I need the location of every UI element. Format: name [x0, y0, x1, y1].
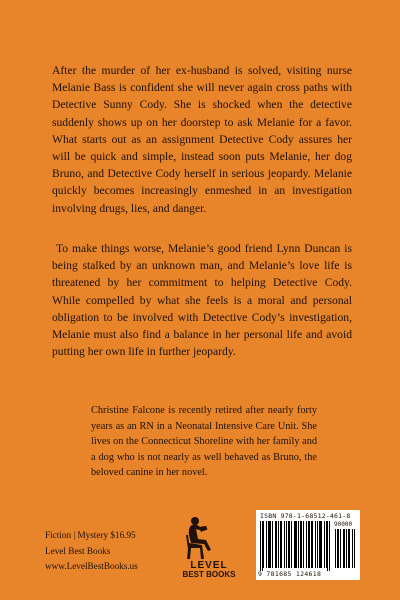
barcode-bar	[272, 521, 273, 568]
barcode-bar	[303, 521, 304, 568]
barcode-bar	[269, 521, 270, 568]
barcode-bar	[266, 521, 267, 568]
barcode-bar	[291, 521, 292, 568]
barcode-bar	[263, 521, 264, 568]
barcode-bar	[321, 521, 322, 568]
addon-bar	[338, 529, 339, 568]
addon-bar	[352, 529, 353, 568]
barcode-bar	[324, 521, 325, 568]
publisher-website[interactable]: www.LevelBestBooks.us	[45, 561, 138, 571]
barcode-bar	[294, 521, 295, 568]
publisher-name: Level Best Books	[45, 545, 111, 556]
category-price: Fiction | Mystery $16.95	[45, 530, 136, 540]
barcode-bar	[270, 521, 271, 568]
barcode-digits: 9 781685 124618	[258, 570, 322, 578]
barcode-bar	[311, 521, 312, 568]
barcode-bar	[319, 521, 320, 568]
barcode-bar	[275, 521, 276, 568]
barcode-bar	[298, 521, 299, 568]
barcode-bar	[260, 521, 261, 571]
addon-bar	[348, 529, 349, 568]
reading-woman-icon	[186, 517, 211, 559]
author-bio: Christine Falcone is recently retired after nearly forty years as an RN in a Neonatal Intensive Care Unit. She lives on the Connecticut Shoreline with her family and a dog who is not nearly as well behaved as Bruno, the beloved canine in her novel.	[91, 405, 317, 479]
barcode-bar	[309, 521, 310, 568]
barcode-bar	[268, 521, 269, 568]
barcode-bar	[301, 521, 302, 568]
barcode-bar	[280, 521, 281, 568]
barcode-bar	[312, 521, 313, 568]
addon-bar	[335, 529, 336, 568]
barcode-bar	[278, 521, 279, 568]
barcode-bar	[326, 521, 327, 568]
barcode-bar	[300, 521, 301, 568]
addon-bar	[349, 529, 350, 568]
barcode-bar	[308, 521, 309, 568]
addon-bar	[340, 529, 341, 568]
barcode-bar	[286, 521, 287, 568]
barcode-bar	[296, 521, 297, 568]
publisher-info	[45, 528, 138, 575]
addon-bar	[354, 529, 355, 568]
logo-text-best-books: BEST BOOKS	[182, 570, 236, 579]
publisher-logo	[178, 515, 240, 579]
barcode-bar	[284, 521, 285, 568]
isbn-barcode	[256, 510, 360, 580]
barcode-bar	[289, 521, 290, 568]
logo-text-level: LEVEL	[190, 560, 228, 571]
barcode-bar	[317, 521, 318, 568]
barcode-bar	[327, 521, 328, 571]
barcode-bar	[262, 521, 263, 571]
blurb-paragraph-2: To make things worse, Melanie’s good friend Lynn Duncan is being stalked by an unknown man, and Melanie’s love life is threatened by her commitment to helping Detective Cody. While compelled by what she feels is a moral and personal obligation to be involved with Detective Cody’s investigation, Melanie must also find a balance in her personal life and avoid putting her own life in further jeopardy.	[52, 242, 352, 359]
isbn-label: ISBN 978-1-68512-461-8	[260, 512, 351, 520]
barcode-bar	[306, 521, 307, 568]
addon-bar	[337, 529, 338, 568]
barcode-bar	[315, 521, 316, 568]
blurb-paragraph-1: After the murder of her ex-husband is solved, visiting nurse Melanie Bass is confident she will never again cross paths with Detective Sunny Cody. She is shocked when the detective suddenly shows up on her doorstep to ask Melanie for a favor. What starts out as an assignment Detective Cody assures her will be quick and simple, instead soon puts Melanie, her dog Bruno, and Detective Cody herself in serious jeopardy. Melanie quickly becomes increasingly enmeshed in an investigation involving drugs, lies, and danger.	[52, 64, 352, 215]
barcode-bar	[320, 521, 321, 568]
barcode-bar	[288, 521, 289, 568]
barcode-bar	[276, 521, 277, 568]
barcode-bar	[281, 521, 282, 568]
addon-bar	[346, 529, 347, 568]
addon-bar	[343, 529, 344, 568]
addon-bar	[344, 529, 345, 568]
price-code: 90000	[334, 521, 353, 528]
barcode-bar	[295, 521, 296, 568]
barcode-bar	[329, 521, 330, 571]
